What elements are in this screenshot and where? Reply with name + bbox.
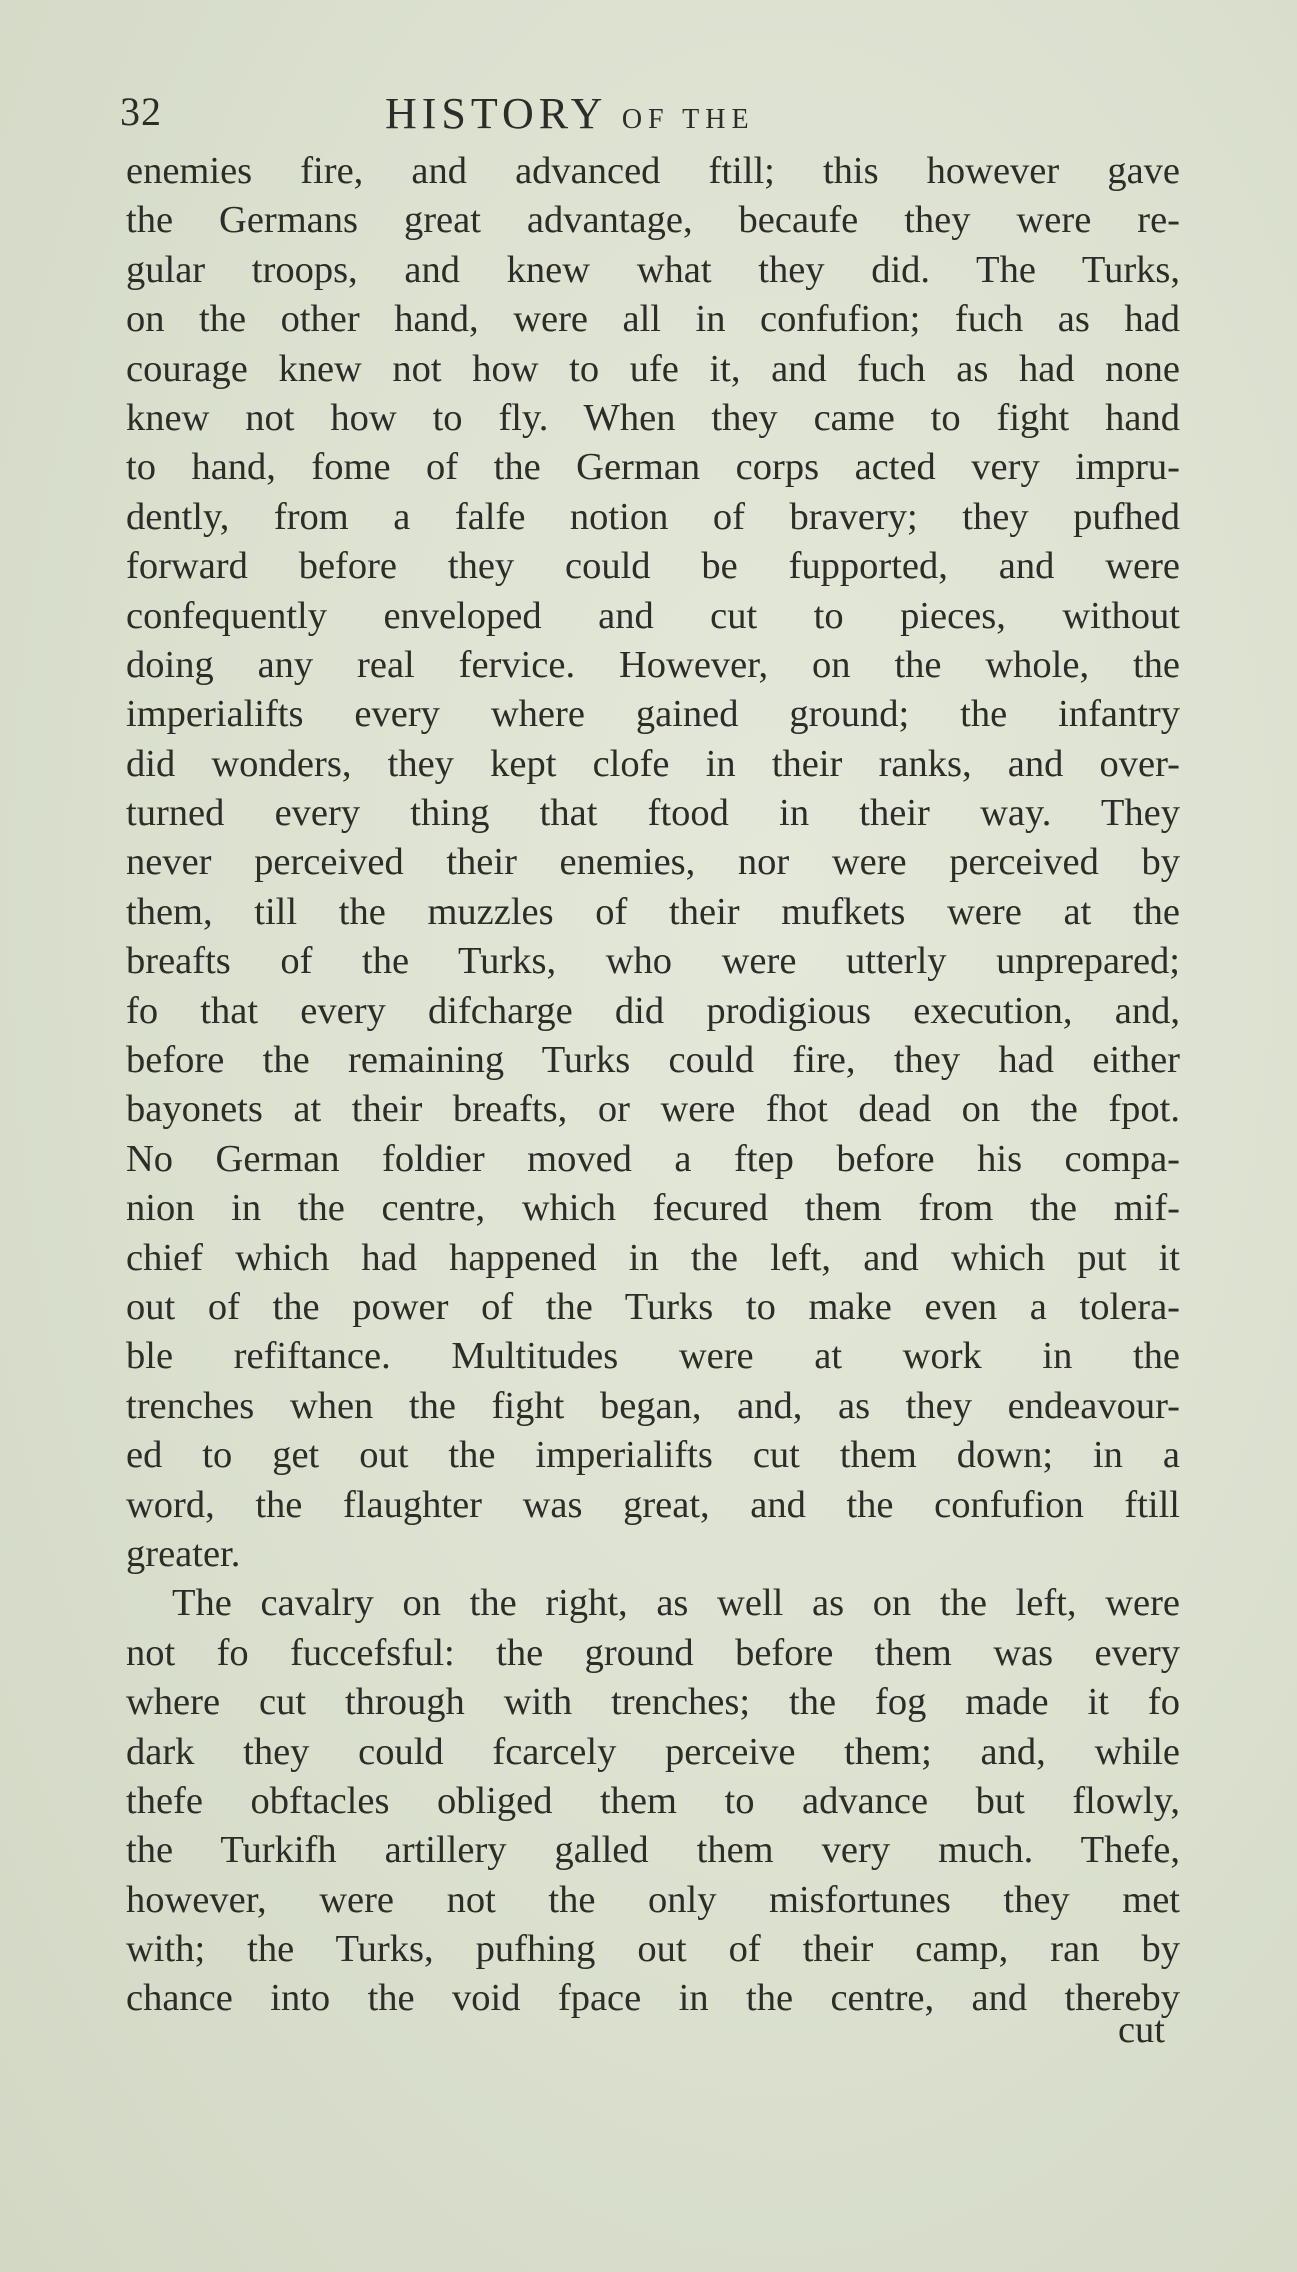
- text-line: ble refiftance. Multitudes were at work in the: [126, 1335, 1180, 1378]
- text-line: confequently enveloped and cut to pieces, without: [126, 594, 1180, 637]
- text-line: breafts of the Turks, who were utterly unprepared;: [126, 940, 1180, 983]
- text-line: on the other hand, were all in confufion; fuch as had: [126, 298, 1180, 341]
- paragraph-start-line: The cavalry on the right, as well as on the left, were: [172, 1582, 1180, 1625]
- running-title-small: OF THE: [621, 104, 755, 135]
- text-line: No German foldier moved a ftep before his compa-: [126, 1137, 1180, 1180]
- text-line: fo that every difcharge did prodigious execution, and,: [126, 989, 1180, 1032]
- text-line: bayonets at their breafts, or were fhot dead on the fpot.: [126, 1088, 1180, 1131]
- text-line: never perceived their enemies, nor were perceived by: [126, 841, 1180, 884]
- text-line: ed to get out the imperialifts cut them down; in a: [126, 1434, 1180, 1477]
- text-line: dently, from a falfe notion of bravery; they pufhed: [126, 495, 1180, 538]
- text-line: out of the power of the Turks to make even a tolera-: [126, 1285, 1180, 1328]
- paragraph-end-line: greater.: [126, 1532, 241, 1575]
- running-title: [385, 88, 755, 139]
- text-line: trenches when the fight began, and, as they endeavour-: [126, 1384, 1180, 1427]
- text-line: dark they could fcarcely perceive them; and, while: [126, 1730, 1180, 1773]
- text-line: imperialifts every where gained ground; the infantry: [126, 693, 1180, 736]
- page-number: 32: [120, 89, 162, 134]
- text-line: the Germans great advantage, becaufe they were re-: [126, 199, 1180, 242]
- text-line: them, till the muzzles of their mufkets were at the: [126, 890, 1180, 933]
- text-line: doing any real fervice. However, on the whole, the: [126, 643, 1180, 686]
- text-line: however, were not the only misfortunes they met: [126, 1878, 1180, 1921]
- text-line: word, the flaughter was great, and the confufion ftill: [126, 1483, 1180, 1526]
- text-line: chance into the void fpace in the centre, and thereby: [126, 1977, 1180, 2020]
- page-header: [120, 88, 1180, 148]
- text-line: did wonders, they kept clofe in their ranks, and over-: [126, 742, 1180, 785]
- text-line: nion in the centre, which fecured them from the mif-: [126, 1187, 1180, 1230]
- text-line: where cut through with trenches; the fog made it fo: [126, 1681, 1180, 1724]
- text-line: forward before they could be fupported, and were: [126, 545, 1180, 588]
- text-line: knew not how to fly. When they came to fight hand: [126, 396, 1180, 439]
- running-title-main: HISTORY: [385, 89, 606, 138]
- text-line: before the remaining Turks could fire, they had either: [126, 1039, 1180, 1082]
- text-line: chief which had happened in the left, and which put it: [126, 1236, 1180, 1279]
- text-line: turned every thing that ftood in their way. They: [126, 792, 1180, 835]
- text-line: not fo fuccefsful: the ground before them was every: [126, 1631, 1180, 1674]
- text-line: the Turkifh artillery galled them very much. Thefe,: [126, 1829, 1180, 1872]
- text-line: with; the Turks, pufhing out of their camp, ran by: [126, 1928, 1180, 1971]
- text-line: gular troops, and knew what they did. The Turks,: [126, 248, 1180, 291]
- body-text: [126, 147, 1180, 2024]
- text-line: enemies fire, and advanced ftill; this however gave: [126, 150, 1180, 192]
- catchword: cut: [1117, 2009, 1165, 2051]
- text-line: thefe obftacles obliged them to advance but flowly,: [126, 1779, 1180, 1822]
- text-line: courage knew not how to ufe it, and fuch as had none: [126, 347, 1180, 390]
- text-line: to hand, fome of the German corps acted very impru-: [126, 446, 1180, 489]
